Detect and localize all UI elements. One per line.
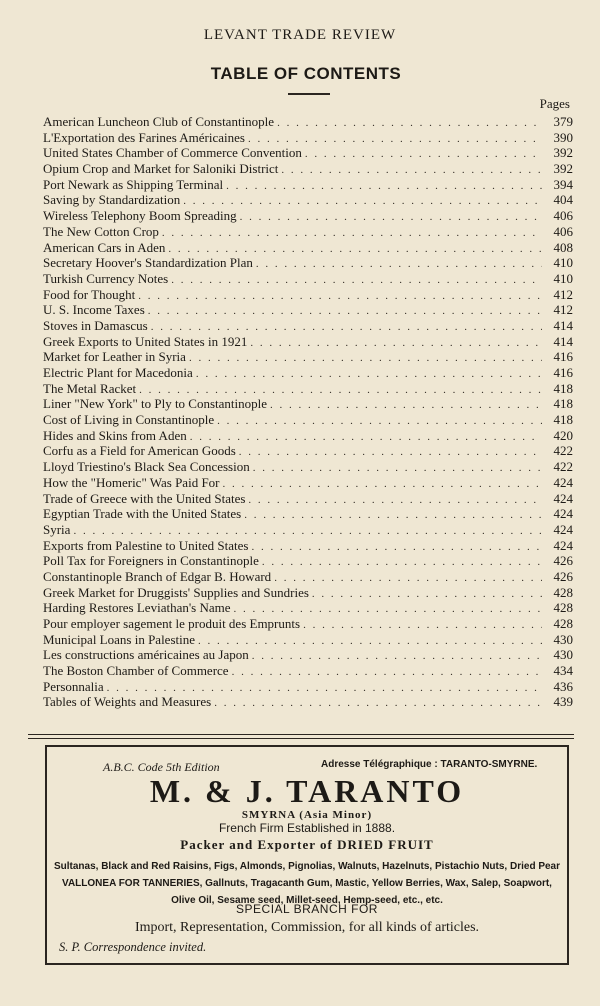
- toc-entry-title: Hides and Skins from Aden: [43, 427, 187, 443]
- toc-entry: [43, 569, 573, 585]
- title-rule: [288, 93, 330, 95]
- toc-entry: [43, 412, 573, 428]
- dot-leader: [277, 116, 542, 132]
- toc-entry-title: United States Chamber of Commerce Convention: [43, 145, 302, 161]
- toc-entry-page: 424: [553, 537, 573, 553]
- toc-entry-title: Electric Plant for Macedonia: [43, 365, 193, 380]
- toc-entry-title: The New Cotton Crop: [43, 223, 159, 239]
- dot-leader: [281, 163, 542, 179]
- toc-entry: [43, 224, 573, 240]
- toc-entry-page: 406: [553, 208, 573, 224]
- toc-entry: [43, 130, 573, 146]
- toc-entry-page: 414: [553, 317, 573, 333]
- ad-correspondence: S. P. Correspondence invited.: [59, 940, 207, 954]
- dot-leader: [262, 555, 542, 571]
- advertisement-box: [45, 745, 569, 965]
- dot-leader: [239, 445, 542, 461]
- toc-entry: [43, 334, 573, 350]
- toc-entry-page: 418: [553, 412, 573, 428]
- toc-entry: [43, 632, 573, 648]
- dot-leader: [226, 179, 542, 195]
- dot-leader: [270, 398, 542, 414]
- toc-entry: [43, 459, 573, 475]
- toc-entry-title: Secretary Hoover's Standardization Plan: [43, 255, 253, 271]
- toc-entry: [43, 522, 573, 538]
- toc-entry: [43, 318, 573, 334]
- toc-entry: [43, 287, 573, 303]
- toc-entry-title: Municipal Loans in Palestine: [43, 631, 196, 647]
- toc-entry: [43, 145, 573, 161]
- toc-entry-page: 439: [553, 694, 573, 710]
- toc-entry-page: 414: [553, 333, 573, 349]
- toc-entry-page: 394: [553, 176, 573, 192]
- toc-entry: [43, 553, 573, 569]
- toc-entry: [43, 491, 573, 507]
- dot-leader: [232, 665, 542, 681]
- dot-leader: [312, 587, 542, 603]
- toc-entry: [43, 396, 573, 412]
- toc-entry: [43, 585, 573, 601]
- dot-leader: [171, 273, 542, 289]
- toc-entry-title: Tables of Weights and Measures: [43, 694, 212, 710]
- toc-entry-title: U. S. Income Taxes: [43, 302, 145, 318]
- toc-entry: [43, 208, 573, 224]
- toc-entry-page: 426: [553, 568, 573, 584]
- toc-entry-title: Greek Market for Druggists' Supplies and Sundries: [43, 584, 309, 600]
- toc-entry-page: 428: [553, 584, 573, 600]
- dot-leader: [183, 194, 542, 210]
- toc-entry-title: Personnalia: [43, 678, 104, 694]
- toc-entry-page: 410: [553, 255, 573, 271]
- toc-entry: [43, 177, 573, 193]
- toc-entry-title: American Cars in Aden: [43, 239, 166, 255]
- pages-column-label: Pages: [539, 96, 570, 111]
- toc-entry: [43, 365, 573, 381]
- toc-entry-page: 428: [553, 616, 573, 631]
- toc-entry: [43, 192, 573, 208]
- toc-entry-title: Pour employer sagement le produit des Emprunts: [43, 616, 301, 631]
- dot-leader: [252, 649, 542, 665]
- dot-leader: [198, 634, 542, 650]
- toc-entry: [43, 443, 573, 459]
- toc-entry-page: 412: [553, 286, 573, 302]
- toc-entry-title: Wireless Telephony Boom Spreading: [43, 208, 237, 224]
- toc-entry: [43, 694, 573, 710]
- ad-special-branch: SPECIAL BRANCH FOR: [236, 902, 378, 916]
- toc-entry-title: L'Exportation des Farines Américaines: [43, 129, 245, 145]
- toc-entry-page: 412: [553, 302, 573, 318]
- toc-entry-title: Harding Restores Leviathan's Name: [43, 600, 231, 616]
- toc-entry-title: Opium Crop and Market for Saloniki District: [43, 161, 279, 177]
- toc-entry: [43, 381, 573, 397]
- toc-entry: [43, 271, 573, 287]
- toc-entry-page: 422: [553, 443, 573, 459]
- toc-entry-page: 404: [553, 192, 573, 208]
- toc-entry-page: 424: [553, 506, 573, 522]
- toc-entry: [43, 302, 573, 318]
- toc-entry-page: 392: [553, 161, 573, 177]
- dot-leader: [196, 367, 542, 383]
- toc-entry-title: Cost of Living in Constantinople: [43, 412, 215, 428]
- dot-leader: [250, 336, 542, 352]
- table-of-contents: [43, 114, 573, 710]
- section-divider: [28, 734, 574, 739]
- ad-products-line: VALLONEA FOR TANNERIES, Gallnuts, Tragacanth Gum, Mastic, Yellow Berries, Wax, Salep, Soapwort,: [62, 878, 552, 889]
- toc-entry: [43, 255, 573, 271]
- toc-entry: [43, 349, 573, 365]
- toc-entry-title: American Luncheon Club of Constantinople: [43, 114, 275, 129]
- toc-entry-page: 410: [553, 270, 573, 286]
- toc-entry: [43, 663, 573, 679]
- toc-entry-title: Saving by Standardization: [43, 192, 181, 208]
- dot-leader: [248, 493, 542, 509]
- ad-code-edition: A.B.C. Code 5th Edition: [103, 760, 220, 774]
- dot-leader: [223, 477, 543, 493]
- dot-leader: [217, 414, 542, 430]
- dot-leader: [138, 289, 542, 305]
- toc-entry: [43, 616, 573, 632]
- toc-entry-title: Port Newark as Shipping Terminal: [43, 176, 224, 192]
- toc-entry-page: 436: [553, 678, 573, 694]
- toc-entry-page: 406: [553, 223, 573, 239]
- ad-products-line: Sultanas, Black and Red Raisins, Figs, Almonds, Pignolias, Walnuts, Hazelnuts, Pistachio Nuts, Dried Pear: [53, 861, 561, 872]
- toc-entry-page: 418: [553, 380, 573, 396]
- dot-leader: [251, 540, 542, 556]
- dot-leader: [240, 210, 542, 226]
- toc-entry: [43, 161, 573, 177]
- toc-entry-title: Greek Exports to United States in 1921: [43, 333, 248, 349]
- dot-leader: [274, 571, 542, 587]
- toc-entry-title: The Metal Racket: [43, 380, 137, 396]
- ad-location: SMYRNA (Asia Minor): [241, 809, 373, 821]
- toc-entry-page: 424: [553, 490, 573, 506]
- dot-leader: [305, 147, 542, 163]
- toc-entry-page: 420: [553, 427, 573, 443]
- toc-entry-title: Lloyd Triestino's Black Sea Concession: [43, 459, 250, 475]
- toc-entry-title: How the "Homeric" Was Paid For: [43, 474, 220, 490]
- toc-entry-page: 424: [553, 521, 573, 537]
- dot-leader: [256, 257, 542, 273]
- ad-products-line: Olive Oil, Sesame seed, Millet-seed, Hemp-seed, etc., etc.: [171, 895, 443, 906]
- ad-trade-line: Packer and Exporter of DRIED FRUIT: [180, 837, 434, 852]
- toc-entry-title: Constantinople Branch of Edgar B. Howard: [43, 568, 272, 584]
- toc-entry-title: Syria: [43, 521, 71, 537]
- toc-title: TABLE OF CONTENTS: [210, 64, 402, 83]
- ad-established: French Firm Established in 1888.: [218, 821, 396, 835]
- toc-entry-page: 426: [553, 553, 573, 569]
- toc-entry: [43, 114, 573, 130]
- toc-entry-page: 416: [553, 365, 573, 380]
- dot-leader: [253, 461, 542, 477]
- dot-leader: [190, 430, 542, 446]
- running-head: LEVANT TRADE REVIEW: [203, 27, 397, 43]
- toc-entry-page: 424: [553, 474, 573, 490]
- toc-entry-title: Exports from Palestine to United States: [43, 537, 249, 553]
- toc-entry-page: 428: [553, 600, 573, 616]
- toc-entry: [43, 538, 573, 554]
- toc-entry-title: Food for Thought: [43, 286, 136, 302]
- toc-entry-title: Poll Tax for Foreigners in Constantinople: [43, 553, 259, 569]
- toc-entry-page: 418: [553, 396, 573, 412]
- ad-import-line: Import, Representation, Commission, for all kinds of articles.: [134, 920, 480, 935]
- toc-entry: [43, 600, 573, 616]
- toc-entry-page: 434: [553, 663, 573, 679]
- toc-entry-title: Liner "New York" to Ply to Constantinople: [43, 396, 268, 412]
- toc-entry-page: 390: [553, 129, 573, 145]
- toc-entry-title: Trade of Greece with the United States: [43, 490, 246, 506]
- toc-entry: [43, 240, 573, 256]
- dot-leader: [244, 508, 542, 524]
- toc-entry-title: Corfu as a Field for American Goods: [43, 443, 236, 459]
- toc-entry-title: Stoves in Damascus: [43, 317, 148, 333]
- toc-entry-page: 430: [553, 647, 573, 663]
- toc-entry-title: Market for Leather in Syria: [43, 349, 186, 365]
- toc-entry-page: 422: [553, 459, 573, 475]
- ad-telegraphic-address: Adresse Télégraphique : TARANTO-SMYRNE.: [321, 759, 538, 770]
- toc-entry-page: 379: [553, 114, 573, 129]
- toc-entry-title: The Boston Chamber of Commerce: [43, 663, 229, 679]
- toc-entry-title: Les constructions américaines au Japon: [43, 647, 249, 663]
- dot-leader: [162, 226, 542, 242]
- dot-leader: [189, 351, 542, 367]
- toc-entry-page: 408: [553, 239, 573, 255]
- toc-entry-title: Egyptian Trade with the United States: [43, 506, 242, 522]
- toc-entry: [43, 506, 573, 522]
- toc-entry-page: 392: [553, 145, 573, 161]
- toc-entry: [43, 428, 573, 444]
- dot-leader: [148, 304, 542, 320]
- toc-entry: [43, 475, 573, 491]
- toc-entry: [43, 647, 573, 663]
- toc-entry-title: Turkish Currency Notes: [43, 270, 169, 286]
- dot-leader: [303, 618, 542, 634]
- toc-entry: [43, 679, 573, 695]
- ad-firm-name: M. & J. TARANTO: [149, 773, 465, 809]
- dot-leader: [214, 696, 542, 712]
- toc-entry-page: 416: [553, 349, 573, 365]
- toc-entry-page: 430: [553, 631, 573, 647]
